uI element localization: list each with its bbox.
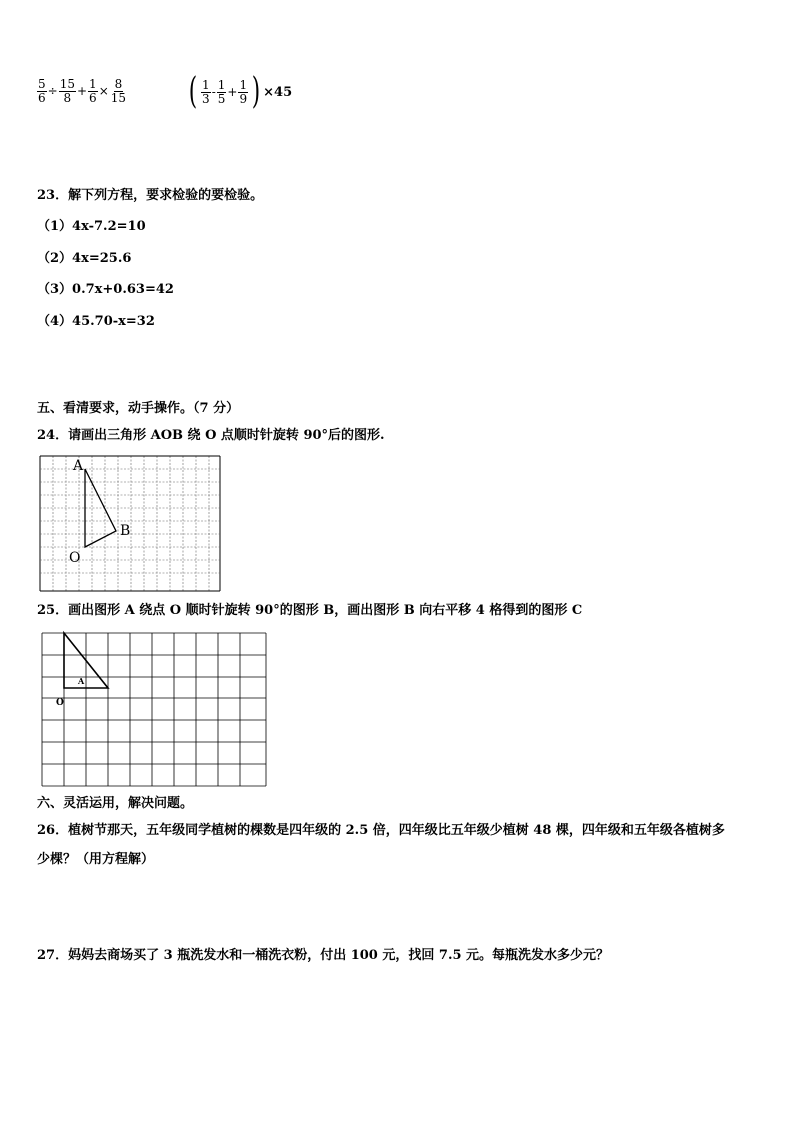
equation-item: （1）4x-7.2=10 [37, 219, 146, 234]
operator: × [98, 84, 109, 99]
fraction: $\frac{1}{9}$ [239, 77, 248, 106]
fraction: $\frac{5}{6}$ [38, 77, 46, 105]
expression-tail: ×45 [263, 84, 293, 100]
expression-2 [186, 71, 293, 112]
equation-item: （2）4x=25.6 [37, 251, 132, 266]
grid-lines [42, 633, 266, 786]
question-23-title: 23．解下列方程，要求检验的要检验。 [37, 188, 264, 203]
fraction: $\frac{1}{6}$ [89, 77, 97, 105]
equation-item: （4）45.70-x=32 [37, 314, 155, 329]
question-26-line1: 26．植树节那天，五年级同学植树的棵数是四年级的 2.5 倍，四年级比五年级少植树 48 棵，四年级和五年级各植树多 [37, 823, 725, 838]
right-paren: ) [251, 71, 261, 112]
fraction: $\frac{15}{8}$ [59, 77, 75, 105]
operator: + [227, 85, 238, 99]
vertex-label-a: A [73, 458, 84, 474]
question-26-line2: 少棵？（用方程解） [37, 852, 155, 867]
section-5-heading: 五、看清要求，动手操作。（7 分） [37, 401, 240, 416]
question-24-title: 24．请画出三角形 AOB 绕 O 点顺时针旋转 90°后的图形. [37, 428, 385, 443]
fraction: $\frac{1}{3}$ [202, 77, 210, 106]
fraction: $\frac{8}{15}$ [110, 77, 127, 105]
operator: + [76, 84, 88, 99]
point-o-label: O [56, 698, 64, 708]
section-6-heading: 六、灵活运用，解决问题。 [37, 796, 194, 811]
operator: ÷ [47, 84, 58, 99]
operator: - [211, 85, 216, 99]
vertex-label-b: B [120, 523, 131, 539]
grid-figure-24 [38, 454, 222, 594]
expression-1 [36, 78, 128, 104]
fraction: $\frac{1}{5}$ [217, 77, 226, 106]
vertex-label-o: O [69, 550, 81, 566]
equation-item: （3）0.7x+0.63=42 [37, 282, 174, 297]
question-25-title: 25．画出图形 A 绕点 O 顺时针旋转 90°的图形 B，画出图形 B 向右平移 4 格得到的图形 C [37, 603, 583, 618]
grid-figure-25 [38, 628, 270, 790]
left-paren: ( [188, 71, 198, 112]
question-27: 27．妈妈去商场买了 3 瓶洗发水和一桶洗衣粉，付出 100 元，找回 7.5 元。每瓶洗发水多少元？ [37, 948, 610, 963]
shape-a-label: A [78, 676, 85, 686]
